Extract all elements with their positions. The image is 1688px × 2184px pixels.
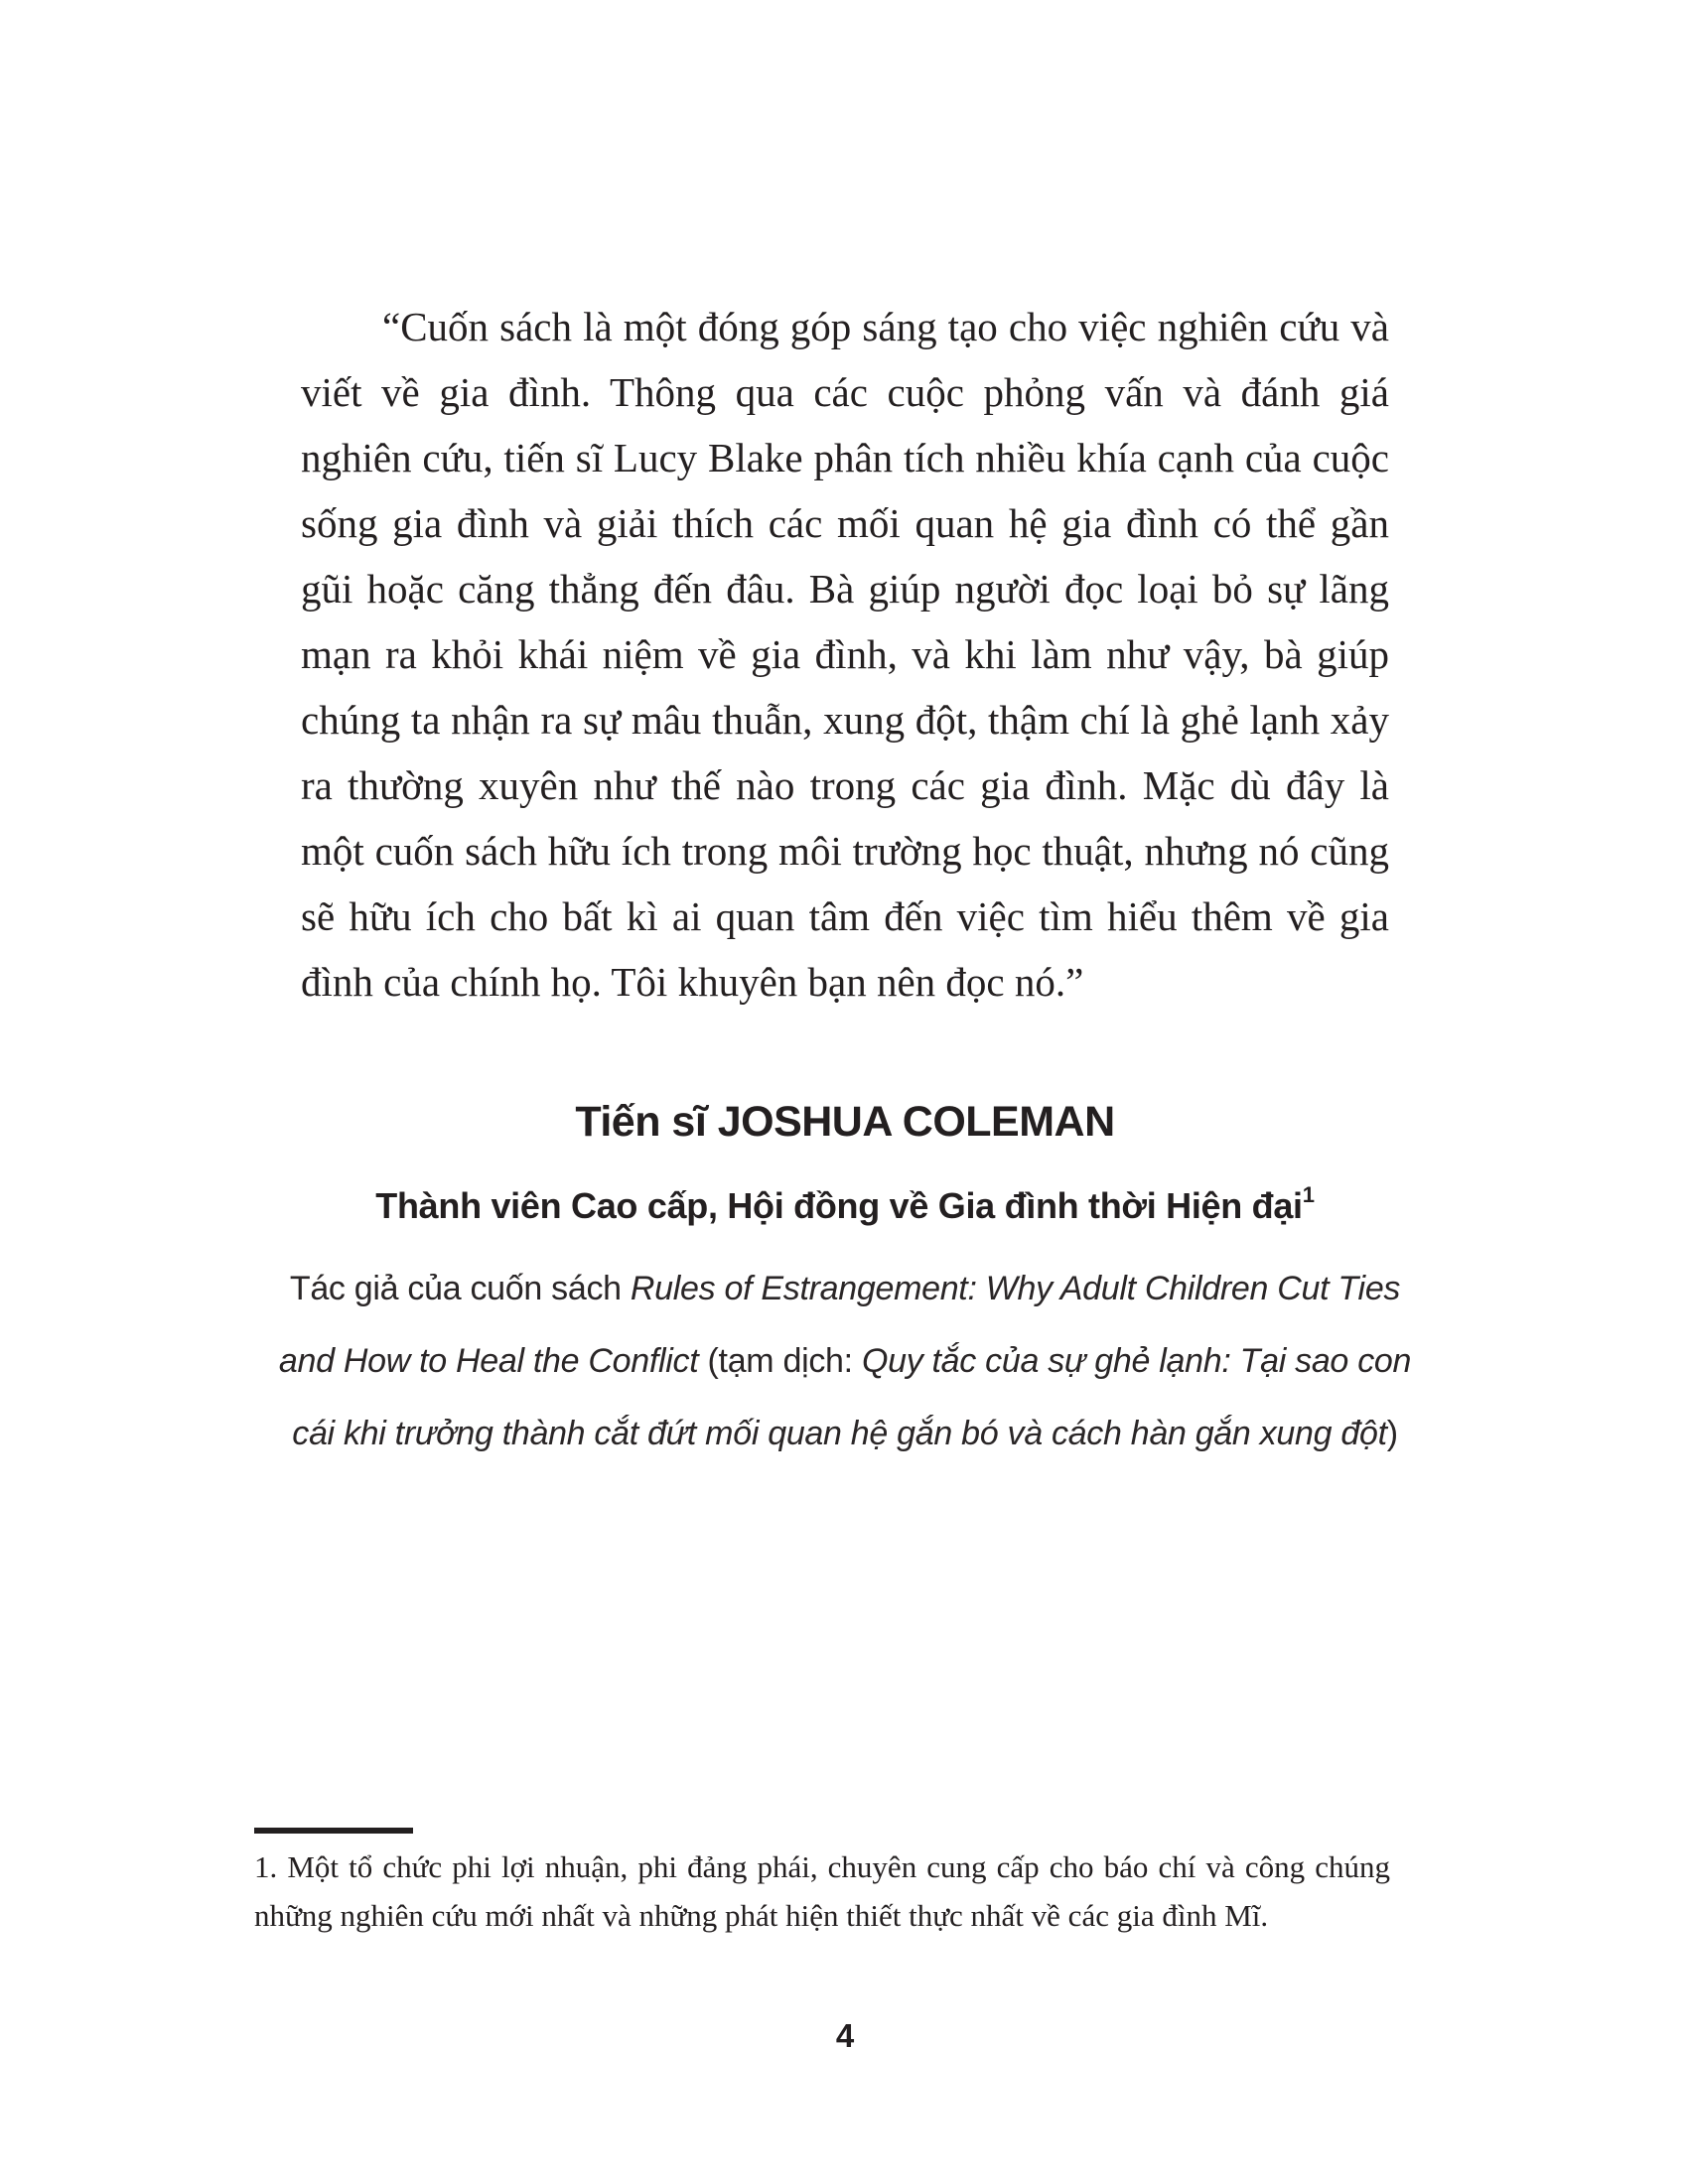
credit-prefix: Tác giả của cuốn sách (289, 1270, 631, 1307)
book-title-english: Rules of Estrangement: Why Adult Children Cut Ties and How to Heal the Conflict (278, 1270, 1401, 1380)
footnote-separator-rule (254, 1828, 413, 1834)
footnote-text: 1. Một tổ chức phi lợi nhuận, phi đảng phái, chuyên cung cấp cho báo chí và công chúng những nghiên cứu mới nhất và những phát hiện thiết thực nhất về các gia đình Mĩ. (254, 1849, 1390, 1933)
credit-translation-intro: (tạm dịch: (698, 1342, 862, 1380)
endorsement-quote: “Cuốn sách là một đóng góp sáng tạo cho việc nghiên cứu và viết về gia đình. Thông qua các cuộc phỏng vấn và đánh giá nghiên cứu, tiến sĩ Lucy Blake phân tích nhiều khía cạnh của cuộc sống gia đình và giải thích các mối quan hệ gia đình có thể gần gũi hoặc căng thẳng đến đâu. Bà giúp người đọc loại bỏ sự lãng mạn ra khỏi khái niệm về gia đình, và khi làm như vậy, bà giúp chúng ta nhận ra sự mâu thuẫn, xung đột, thậm chí là ghẻ lạnh xảy ra thường xuyên như thế nào trong các gia đình. Mặc dù đây là một cuốn sách hữu ích trong môi trường học thuật, nhưng nó cũng sẽ hữu ích cho bất kì ai quan tâm đến việc tìm hiểu thêm về gia đình của chính họ. Tôi khuyên bạn nên đọc nó.” (301, 304, 1389, 1005)
page-number: 4 (835, 2017, 855, 2054)
footnote-reference-marker: 1 (1302, 1182, 1315, 1207)
book-title-vietnamese: Quy tắc của sự ghẻ lạnh: Tại sao con cái khi trưởng thành cắt đứt mối quan hệ gắn bó và cách hàn gắn xung đột (292, 1342, 1412, 1452)
attribution-role-text: Thành viên Cao cấp, Hội đồng về Gia đình thời Hiện đại (375, 1185, 1303, 1226)
credit-suffix: ) (1386, 1415, 1398, 1452)
author-credit (271, 1253, 1419, 1470)
attribution-role (281, 1183, 1409, 1229)
attribution-name: Tiến sĩ JOSHUA COLEMAN (575, 1098, 1115, 1146)
